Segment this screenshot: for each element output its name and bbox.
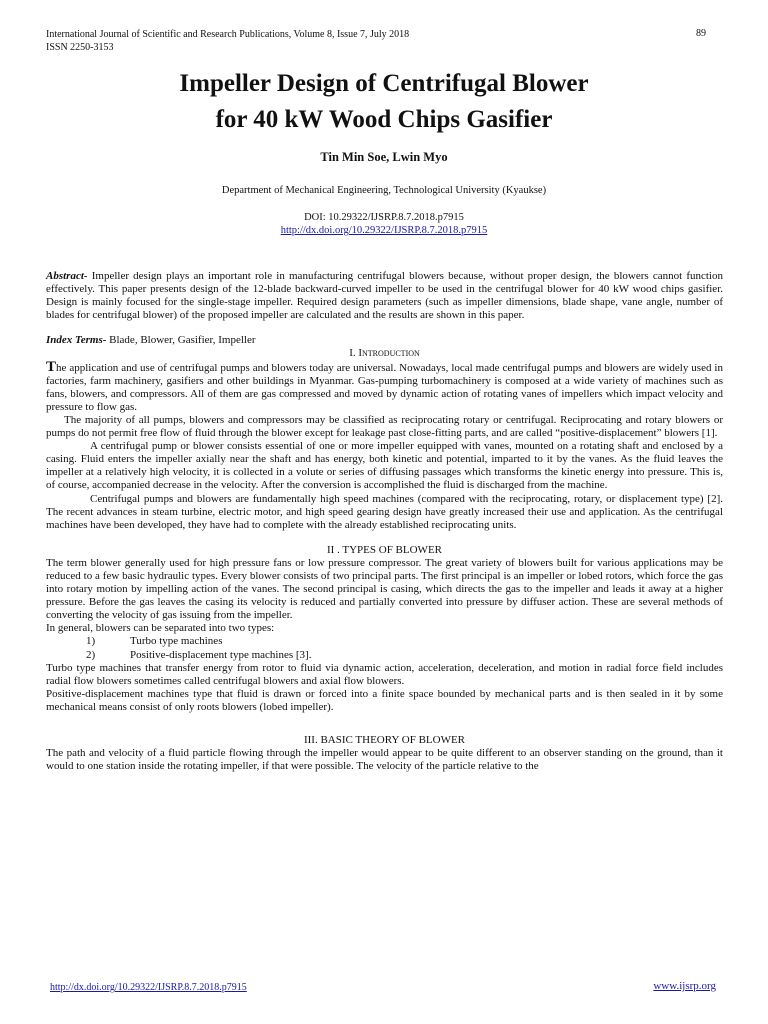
types-paragraph-3: Turbo type machines that transfer energy from rotor to fluid via dynamic action, acceleration, deceleration, and motion in radial force field includes radial flow blowers sometimes called centrifugal blowers and axial flow blowers. [46,661,723,687]
paper-title [0,66,768,138]
list-item: 2) Positive-displacement type machines [3]. [86,648,312,661]
authors: Tin Min Soe, Lwin Myo [320,150,448,164]
intro-paragraph-4: Centrifugal pumps and blowers are fundamentally high speed machines (compared with the reciprocating, rotary, or displacement type) [2]. The recent advances in steam turbine, electric motor, and high speed gearing design have greatly increased their use and application. As the centrifugal machines have been developed, they have had to complete with the already established reciprocating units. [46,492,723,531]
abstract [46,270,723,322]
index-terms-label: Index Terms- [46,334,107,347]
list-item: 1) Turbo type machines [86,635,223,648]
index-terms-text: Blade, Blower, Gasifier, Impeller [106,334,256,347]
issn: ISSN 2250-3153 [46,42,114,53]
abstract-text: Impeller design plays an important role in manufacturing centrifugal blowers because, without proper design, the blowers cannot function effectively. This paper presents design of the 12-blade backward-curved impeller to be used in the centrifugal blower for 40 kW wood chips gasifier. Design is mainly focused for the single-stage impeller. Required design parameters (such as impeller dimensions, blade shape, vane angle, number of blades for centrifugal blower) of the proposed impeller are calculated and the results are shown in this paper. [46,270,723,322]
title-line-1: Impeller Design of Centrifugal Blower [179,70,589,97]
paper-body [46,270,723,773]
theory-paragraph-1: The path and velocity of a fluid particle flowing through the impeller would appear to be quite different to an observer standing on the ground, than it would to one station inside the rotating impeller, if that were possible. The velocity of the particle relative to the [46,747,723,773]
index-terms [46,334,723,347]
affiliation: Department of Mechanical Engineering, Technological University (Kyaukse) [221,185,547,196]
abstract-label: Abstract- [46,270,88,282]
section-title-theory: III. BASIC THEORY OF BLOWER [303,734,466,746]
title-line-2: for 40 kW Wood Chips Gasifier [215,106,553,133]
doi-link[interactable]: http://dx.doi.org/10.29322/IJSRP.8.7.2018.p7915 [280,225,488,236]
doi-block [0,211,768,237]
drop-cap: T [46,358,57,375]
footer-doi-link[interactable]: http://dx.doi.org/10.29322/IJSRP.8.7.2018.p7915 [50,982,247,993]
doi-text: DOI: 10.29322/IJSRP.8.7.2018.p7915 [304,212,464,223]
intro-paragraph-1: The application and use of centrifugal pumps and blowers today are universal. Nowadays, local made centrifugal pumps and blowers are widely used in factories, farm machinery, gasifiers and other buildings in Myanmar. Gas-pumping turbomachinery is composed at a wide variety of machines such as fans, blowers, and compressors. All of them are gas compressed and moved by dynamic action of rotating vanes of impellers which impact velocity and pressure to flow gas. [46,358,723,413]
types-paragraph-2: In general, blowers can be separated into two types: [46,622,275,635]
intro-paragraph-2: The majority of all pumps, blowers and compressors may be classified as reciprocating rotary or centrifugal. Reciprocating and rotary blowers or pumps do not permit free flow of fluid through the blower except for leakage past close-fitting parts, and are called “positive-displacement” blowers [1]. [46,413,723,440]
section-title-introduction: I. Introduction [349,347,420,360]
journal-name: International Journal of Scientific and Research Publications, Volume 8, Issue 7, July 2018 [46,29,410,40]
types-paragraph-4: Positive-displacement machines type that fluid is drawn or forced into a finite space bounded by mechanical parts and is then sealed in it by some mechanical means consist of only roots blowers (lobed impeller). [46,687,723,713]
footer-site-link[interactable]: www.ijsrp.org [653,980,716,992]
running-header [46,28,409,54]
types-paragraph-1: The term blower generally used for high pressure fans or low pressure compressor. The great variety of blowers built for various applications may be reduced to a few basic hydraulic types. Every blower consists of two principal parts. The first principal is an impeller or lobed rotors, which force the gas into rotary motion by impelling action of the vanes. The second principal is casing, which directs the gas to the impeller and leads it away at a higher pressure. Before the gas leaves the casing its velocity is reduced and partially converted into pressure by diffuser action. These are several methods of converting the velocity of gas issuing from the impeller. [46,556,723,622]
page-number: 89 [696,28,706,39]
intro-paragraph-3: A centrifugal pump or blower consists essential of one or more impeller equipped with vanes, mounted on a rotating shaft and enclosed by a casing. Fluid enters the impeller axially near the shaft and has energy, both kinetic and potential, imparted to it by the vanes. As the fluid leaves the impeller at a relatively high velocity, it is collected in a volute or series of diffusing passages which transforms the kinetic energy into pressure. This is, of course, accompanied decrease in the velocity. After the conversion is accomplished the fluid is discharged from the machine. [46,440,723,492]
section-title-types: II . TYPES OF BLOWER [327,543,442,556]
